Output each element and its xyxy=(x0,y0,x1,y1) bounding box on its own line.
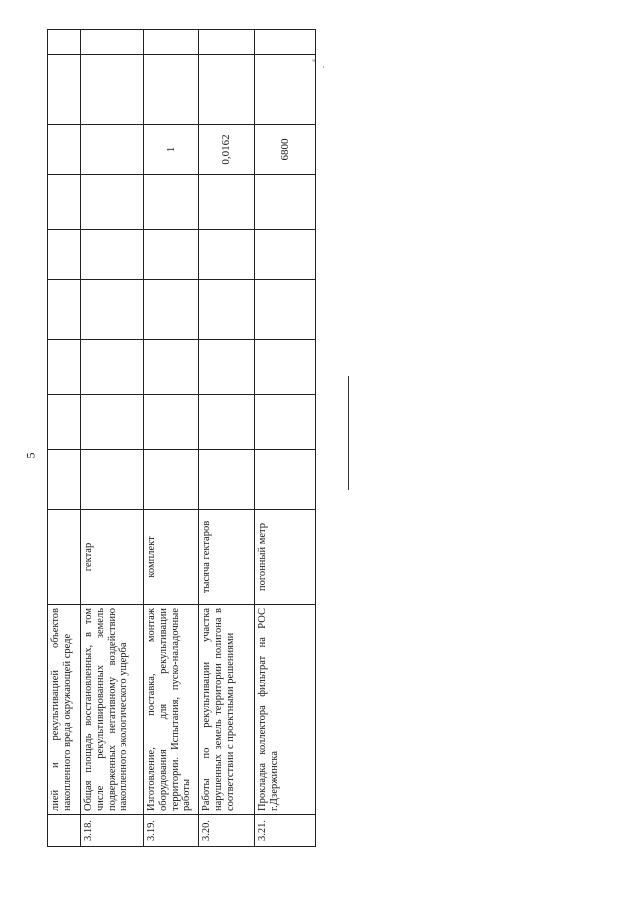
value-cell xyxy=(199,340,255,395)
value-cell xyxy=(48,280,81,340)
table-row xyxy=(255,30,316,847)
value-cell xyxy=(199,450,255,510)
value-cell xyxy=(144,30,199,55)
data-table xyxy=(47,29,316,847)
value-cell xyxy=(255,395,316,450)
value-cell xyxy=(144,395,199,450)
row-number: 3.19. xyxy=(144,815,199,847)
value-cell: 6800 xyxy=(255,125,316,175)
row-number: 3.20. xyxy=(199,815,255,847)
value-cell xyxy=(48,175,81,230)
row-unit: гектар xyxy=(81,510,144,605)
table-row xyxy=(48,30,81,847)
row-number: 3.21. xyxy=(255,815,316,847)
value-cell xyxy=(199,230,255,280)
value-cell xyxy=(255,30,316,55)
value-cell xyxy=(48,55,81,125)
value-cell xyxy=(81,230,144,280)
row-description: Работы по рекультивации участка нарушенных земель территории полигона в соответствии с проектными решениями xyxy=(199,605,255,815)
value-cell xyxy=(255,55,316,125)
value-cell xyxy=(81,55,144,125)
divider-line xyxy=(348,376,349,490)
table-wrapper xyxy=(47,30,315,847)
page-number: 5 xyxy=(23,452,38,459)
value-cell xyxy=(81,395,144,450)
value-cell: 0,0162 xyxy=(199,125,255,175)
row-unit: тысяча гектаров xyxy=(199,510,255,605)
value-cell xyxy=(144,175,199,230)
row-unit: комплект xyxy=(144,510,199,605)
value-cell xyxy=(48,125,81,175)
value-cell xyxy=(199,395,255,450)
value-cell xyxy=(144,230,199,280)
value-cell xyxy=(81,175,144,230)
value-cell xyxy=(255,280,316,340)
row-unit: погонный метр xyxy=(255,510,316,605)
value-cell xyxy=(199,55,255,125)
row-unit xyxy=(48,510,81,605)
value-cell xyxy=(81,340,144,395)
value-cell xyxy=(48,30,81,55)
table-row xyxy=(81,30,144,847)
value-cell xyxy=(81,125,144,175)
table-row xyxy=(144,30,199,847)
value-cell xyxy=(48,230,81,280)
value-cell xyxy=(81,450,144,510)
row-number: 3.18. xyxy=(81,815,144,847)
value-cell xyxy=(144,340,199,395)
value-cell xyxy=(199,280,255,340)
scan-speck: " xyxy=(312,58,316,68)
table-row xyxy=(199,30,255,847)
table-body xyxy=(48,30,316,847)
value-cell xyxy=(199,175,255,230)
scan-speck: · xyxy=(322,62,325,72)
value-cell xyxy=(255,175,316,230)
value-cell xyxy=(144,55,199,125)
row-description: лией и рекультивацией объектов накопленного вреда окружающей среде xyxy=(48,605,81,815)
value-cell xyxy=(255,230,316,280)
row-description: Общая площадь восстановленных, в том числе рекультивированных земель подверженных негативному воздействию накопленного экологического ущерба xyxy=(81,605,144,815)
row-description: Изготовление, поставка, монтаж оборудования для рекультивации территории. Испытания, пуско-наладочные работы xyxy=(144,605,199,815)
value-cell xyxy=(144,450,199,510)
row-description: Прокладка коллектора фильтрат на РОС г.Дзержинска xyxy=(255,605,316,815)
value-cell xyxy=(81,30,144,55)
value-cell xyxy=(255,450,316,510)
row-number xyxy=(48,815,81,847)
value-cell xyxy=(48,450,81,510)
value-cell: 1 xyxy=(144,125,199,175)
value-cell xyxy=(48,395,81,450)
value-cell xyxy=(48,340,81,395)
value-cell xyxy=(81,280,144,340)
value-cell xyxy=(144,280,199,340)
value-cell xyxy=(199,30,255,55)
value-cell xyxy=(255,340,316,395)
